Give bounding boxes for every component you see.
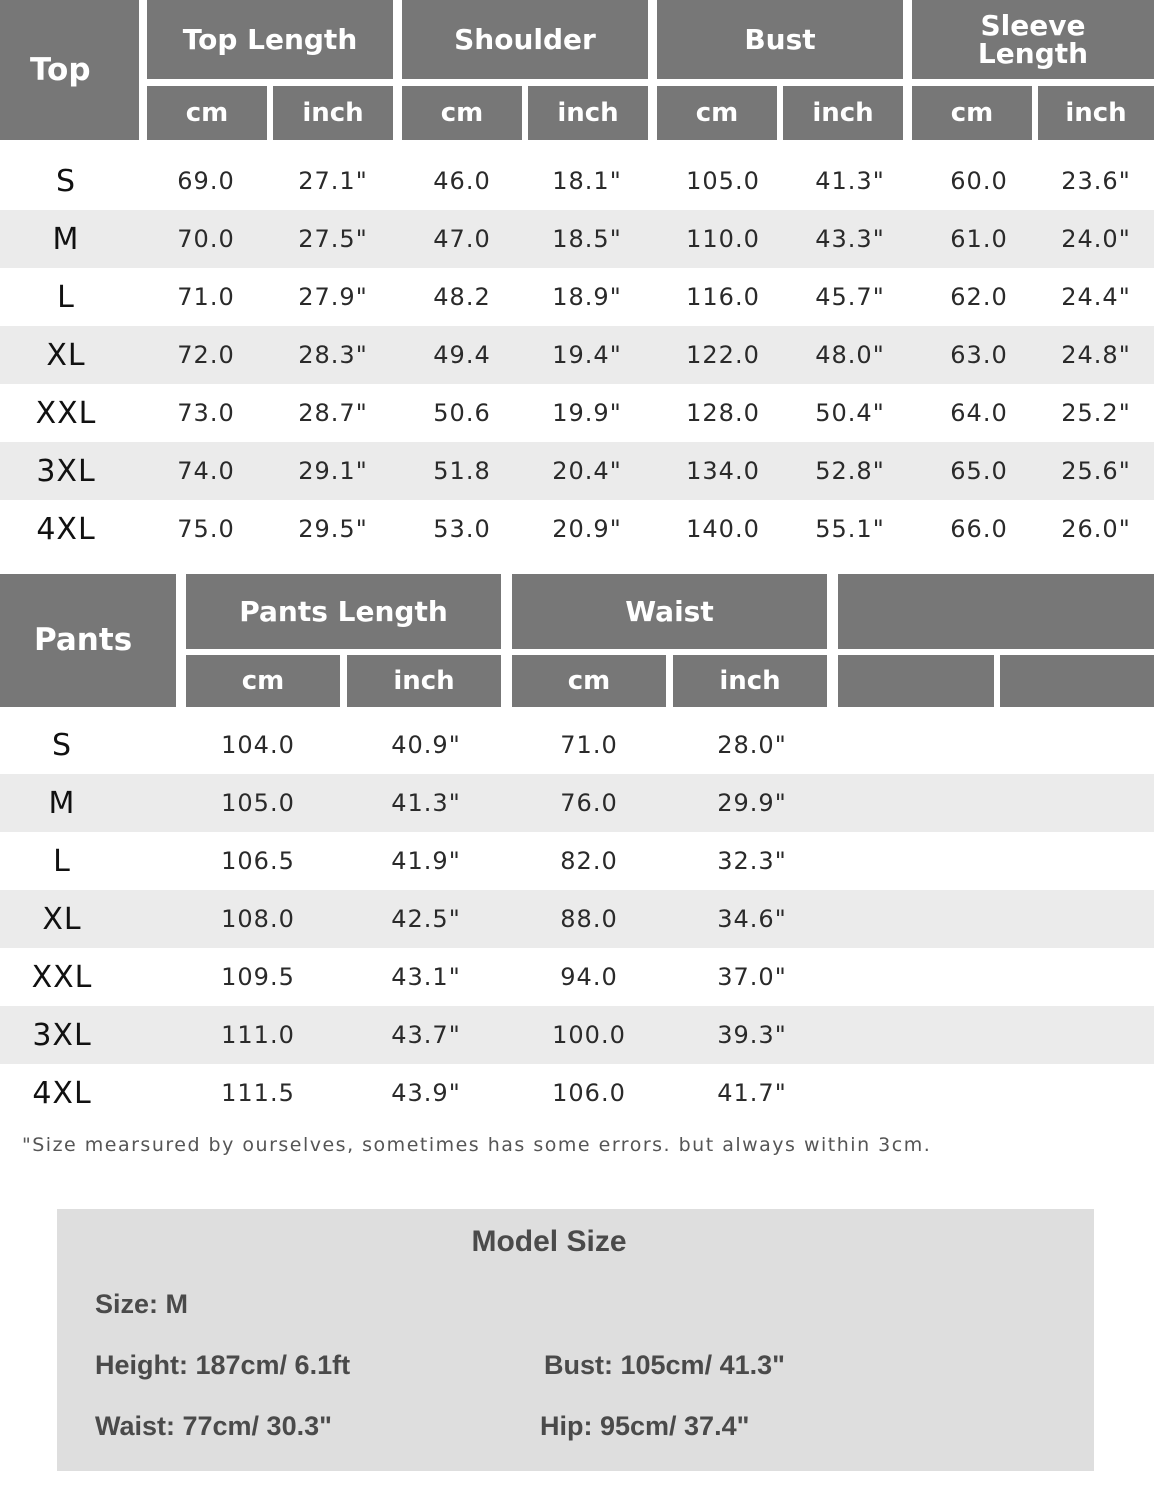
table-cell: 41.3" bbox=[391, 789, 461, 817]
table-cell: 41.9" bbox=[391, 847, 461, 875]
table-cell: 39.3" bbox=[717, 1021, 787, 1049]
top-length-inch-header: inch bbox=[273, 86, 393, 140]
table-cell: 29.1" bbox=[298, 457, 368, 485]
table-cell: 43.1" bbox=[391, 963, 461, 991]
size-label: 4XL bbox=[32, 1075, 92, 1111]
table-row bbox=[0, 152, 1154, 210]
table-cell: 40.9" bbox=[391, 731, 461, 759]
table-cell: 37.0" bbox=[717, 963, 787, 991]
table-cell: 70.0 bbox=[177, 225, 235, 253]
table-cell: 24.4" bbox=[1061, 283, 1131, 311]
table-row bbox=[0, 384, 1154, 442]
table-cell: 69.0 bbox=[177, 167, 235, 195]
table-cell: 29.5" bbox=[298, 515, 368, 543]
size-label: L bbox=[57, 279, 75, 315]
table-cell: 71.0 bbox=[177, 283, 235, 311]
table-cell: 47.0 bbox=[433, 225, 491, 253]
waist-header: Waist bbox=[512, 574, 827, 649]
table-cell: 45.7" bbox=[815, 283, 885, 311]
table-cell: 20.9" bbox=[552, 515, 622, 543]
table-cell: 24.0" bbox=[1061, 225, 1131, 253]
table-cell: 61.0 bbox=[950, 225, 1008, 253]
table-cell: 42.5" bbox=[391, 905, 461, 933]
size-label: L bbox=[53, 843, 71, 879]
table-cell: 19.9" bbox=[552, 399, 622, 427]
table-cell: 66.0 bbox=[950, 515, 1008, 543]
table-cell: 108.0 bbox=[221, 905, 295, 933]
table-row bbox=[0, 832, 1154, 890]
size-label: M bbox=[52, 221, 80, 257]
table-cell: 20.4" bbox=[552, 457, 622, 485]
model-size-title: Model Size bbox=[471, 1225, 627, 1258]
table-cell: 134.0 bbox=[686, 457, 760, 485]
table-cell: 116.0 bbox=[686, 283, 760, 311]
table-cell: 109.5 bbox=[221, 963, 295, 991]
table-cell: 29.9" bbox=[717, 789, 787, 817]
table-row bbox=[0, 1006, 1154, 1064]
table-cell: 82.0 bbox=[560, 847, 618, 875]
top-length-header: Top Length bbox=[147, 0, 393, 79]
table-cell: 27.1" bbox=[298, 167, 368, 195]
table-cell: 18.9" bbox=[552, 283, 622, 311]
table-row bbox=[0, 500, 1154, 558]
model-bust-value: Bust: 105cm/ 41.3" bbox=[544, 1350, 785, 1380]
size-label: XXL bbox=[35, 395, 97, 431]
table-cell: 41.7" bbox=[717, 1079, 787, 1107]
table-row bbox=[0, 442, 1154, 500]
waist-inch-header: inch bbox=[673, 655, 827, 707]
table-row bbox=[0, 890, 1154, 948]
table-cell: 32.3" bbox=[717, 847, 787, 875]
table-cell: 25.6" bbox=[1061, 457, 1131, 485]
size-label: S bbox=[55, 163, 77, 199]
table-cell: 75.0 bbox=[177, 515, 235, 543]
table-cell: 51.8 bbox=[433, 457, 491, 485]
table-cell: 18.1" bbox=[552, 167, 622, 195]
table-cell: 74.0 bbox=[177, 457, 235, 485]
size-label: M bbox=[48, 785, 76, 821]
table-row bbox=[0, 948, 1154, 1006]
size-label: XL bbox=[42, 901, 82, 937]
pants-length-header: Pants Length bbox=[186, 574, 501, 649]
table-cell: 34.6" bbox=[717, 905, 787, 933]
sleeve-cm-header: cm bbox=[912, 86, 1032, 140]
table-row bbox=[0, 210, 1154, 268]
table-cell: 76.0 bbox=[560, 789, 618, 817]
table-cell: 52.8" bbox=[815, 457, 885, 485]
bust-cm-header: cm bbox=[657, 86, 777, 140]
table-cell: 24.8" bbox=[1061, 341, 1131, 369]
table-cell: 128.0 bbox=[686, 399, 760, 427]
table-row bbox=[0, 774, 1154, 832]
table-cell: 111.0 bbox=[221, 1021, 295, 1049]
table-cell: 26.0" bbox=[1061, 515, 1131, 543]
table-cell: 88.0 bbox=[560, 905, 618, 933]
model-size-value: Size: M bbox=[95, 1289, 189, 1319]
table-cell: 19.4" bbox=[552, 341, 622, 369]
shoulder-cm-header: cm bbox=[402, 86, 522, 140]
size-label: S bbox=[51, 727, 73, 763]
table-cell: 28.7" bbox=[298, 399, 368, 427]
sleeve-inch-header: inch bbox=[1038, 86, 1154, 140]
table-cell: 63.0 bbox=[950, 341, 1008, 369]
table-cell: 41.3" bbox=[815, 167, 885, 195]
pants-length-inch-header: inch bbox=[347, 655, 501, 707]
table-cell: 18.5" bbox=[552, 225, 622, 253]
table-cell: 111.5 bbox=[221, 1079, 295, 1107]
table-cell: 94.0 bbox=[560, 963, 618, 991]
size-label: XXL bbox=[31, 959, 93, 995]
table-cell: 50.4" bbox=[815, 399, 885, 427]
top-length-cm-header: cm bbox=[147, 86, 267, 140]
table-cell: 106.5 bbox=[221, 847, 295, 875]
table-cell: 43.3" bbox=[815, 225, 885, 253]
model-height-value: Height: 187cm/ 6.1ft bbox=[95, 1350, 351, 1380]
sleeve-length-header: Sleeve Length bbox=[912, 0, 1154, 79]
waist-cm-header: cm bbox=[512, 655, 666, 707]
table-cell: 27.5" bbox=[298, 225, 368, 253]
table-cell: 43.9" bbox=[391, 1079, 461, 1107]
shoulder-inch-header: inch bbox=[528, 86, 648, 140]
shoulder-header: Shoulder bbox=[402, 0, 648, 79]
table-cell: 104.0 bbox=[221, 731, 295, 759]
table-cell: 65.0 bbox=[950, 457, 1008, 485]
table-cell: 105.0 bbox=[221, 789, 295, 817]
table-cell: 48.0" bbox=[815, 341, 885, 369]
pants-length-cm-header: cm bbox=[186, 655, 340, 707]
table-cell: 27.9" bbox=[298, 283, 368, 311]
pants-table-body bbox=[0, 716, 1154, 1122]
model-waist-value: Waist: 77cm/ 30.3" bbox=[95, 1411, 332, 1441]
table-cell: 23.6" bbox=[1061, 167, 1131, 195]
size-label: XL bbox=[46, 337, 86, 373]
table-cell: 48.2 bbox=[433, 283, 491, 311]
table-cell: 122.0 bbox=[686, 341, 760, 369]
table-cell: 49.4 bbox=[433, 341, 491, 369]
model-hip-value: Hip: 95cm/ 37.4" bbox=[540, 1411, 750, 1441]
table-cell: 25.2" bbox=[1061, 399, 1131, 427]
table-cell: 28.0" bbox=[717, 731, 787, 759]
size-label: 3XL bbox=[32, 1017, 92, 1053]
table-row bbox=[0, 716, 1154, 774]
size-label: 4XL bbox=[36, 511, 96, 547]
table-cell: 72.0 bbox=[177, 341, 235, 369]
table-cell: 55.1" bbox=[815, 515, 885, 543]
table-cell: 64.0 bbox=[950, 399, 1008, 427]
table-cell: 28.3" bbox=[298, 341, 368, 369]
bust-inch-header: inch bbox=[783, 86, 903, 140]
table-row bbox=[0, 1064, 1154, 1122]
table-cell: 46.0 bbox=[433, 167, 491, 195]
top-category-header: Top bbox=[0, 0, 139, 140]
table-cell: 105.0 bbox=[686, 167, 760, 195]
model-size-box bbox=[57, 1209, 1094, 1471]
table-cell: 60.0 bbox=[950, 167, 1008, 195]
table-cell: 50.6 bbox=[433, 399, 491, 427]
table-cell: 71.0 bbox=[560, 731, 618, 759]
table-cell: 43.7" bbox=[391, 1021, 461, 1049]
measurement-note: "Size mearsured by ourselves, sometimes has some errors. but always within 3cm. bbox=[22, 1134, 932, 1156]
table-cell: 73.0 bbox=[177, 399, 235, 427]
empty-unit-header bbox=[1000, 655, 1154, 707]
table-cell: 53.0 bbox=[433, 515, 491, 543]
empty-unit-header bbox=[838, 655, 994, 707]
size-label: 3XL bbox=[36, 453, 96, 489]
pants-category-header: Pants bbox=[0, 574, 176, 707]
table-cell: 106.0 bbox=[552, 1079, 626, 1107]
top-table-body bbox=[0, 152, 1154, 558]
empty-group-header bbox=[838, 574, 1154, 649]
table-row bbox=[0, 326, 1154, 384]
table-cell: 140.0 bbox=[686, 515, 760, 543]
bust-header: Bust bbox=[657, 0, 903, 79]
table-cell: 100.0 bbox=[552, 1021, 626, 1049]
table-row bbox=[0, 268, 1154, 326]
table-cell: 62.0 bbox=[950, 283, 1008, 311]
table-cell: 110.0 bbox=[686, 225, 760, 253]
